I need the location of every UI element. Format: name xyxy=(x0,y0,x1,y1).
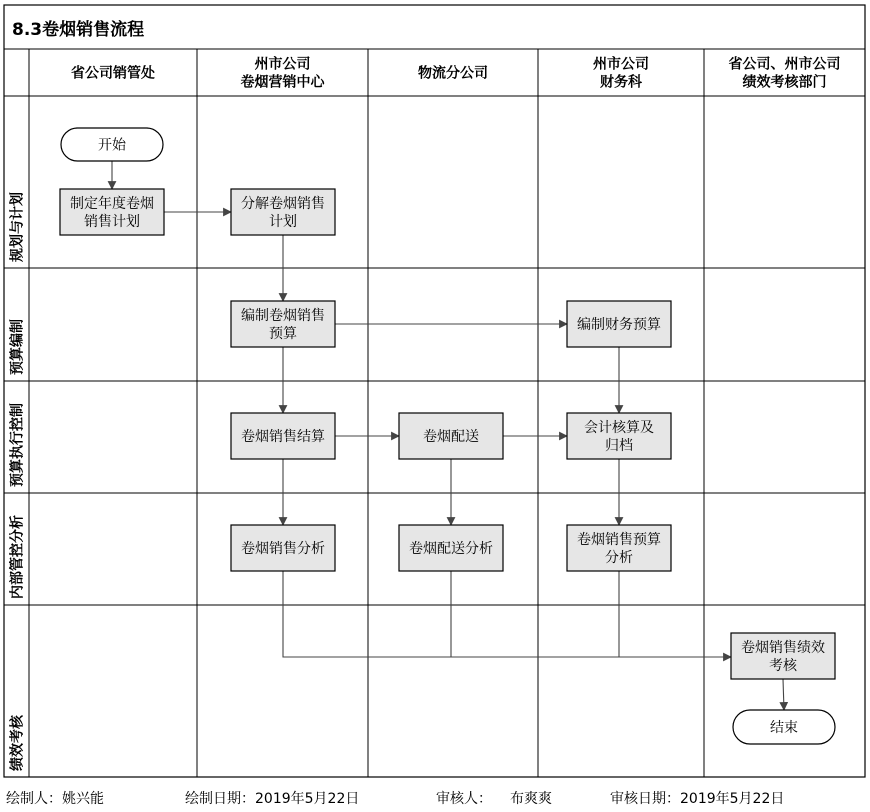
draw-date-field xyxy=(185,788,359,808)
review-date-value: 2019年5月22日 xyxy=(680,791,785,807)
review-date-label: 审核日期： xyxy=(610,791,680,807)
column-header-c2: 物流分公司 xyxy=(418,65,488,82)
node-label: 卷烟销售预算 xyxy=(577,532,661,548)
process-n3 xyxy=(231,301,335,347)
node-label: 制定年度卷烟 xyxy=(70,196,154,212)
column-headers xyxy=(71,56,841,91)
node-label: 预算 xyxy=(269,326,297,342)
node-label: 结束 xyxy=(770,720,798,736)
node-label: 会计核算及 xyxy=(584,420,654,436)
node-label: 卷烟配送分析 xyxy=(409,541,493,557)
column-header-c0: 省公司销管处 xyxy=(71,65,155,82)
lane-labels xyxy=(9,192,26,771)
column-header-c3: 州市公司 xyxy=(593,56,649,73)
node-label: 卷烟配送 xyxy=(423,429,479,445)
node-label: 分解卷烟销售 xyxy=(241,196,325,212)
node-label: 开始 xyxy=(98,137,126,154)
node-label: 卷烟销售结算 xyxy=(241,429,325,445)
author-name: 姚兴能 xyxy=(62,791,104,807)
node-label: 考核 xyxy=(769,658,797,674)
draw-date-value: 2019年5月22日 xyxy=(255,791,360,807)
node-label: 卷烟销售分析 xyxy=(241,541,325,557)
review-date-field xyxy=(610,788,784,808)
node-label: 分析 xyxy=(605,550,633,566)
node-label: 编制卷烟销售 xyxy=(241,308,325,324)
node-label: 卷烟销售绩效 xyxy=(741,640,825,656)
lane-label-l0: 规划与计划 xyxy=(9,192,26,262)
lane-label-l1: 预算编制 xyxy=(9,319,26,375)
process-n5 xyxy=(231,413,335,459)
connector-n8-n11 xyxy=(283,571,731,657)
process-n10 xyxy=(567,525,671,571)
column-header-c4: 绩效考核部门 xyxy=(742,74,827,91)
column-header-c4: 省公司、州市公司 xyxy=(728,56,841,73)
author-field xyxy=(6,788,104,808)
node-label: 编制财务预算 xyxy=(577,317,661,333)
terminal-end xyxy=(733,710,835,744)
node-label: 计划 xyxy=(269,214,297,230)
process-n11 xyxy=(731,633,835,679)
node-label: 销售计划 xyxy=(84,214,140,230)
reviewer-field xyxy=(436,788,552,808)
column-header-c1: 卷烟营销中心 xyxy=(240,74,325,91)
diagram-title: 8.3卷烟销售流程 xyxy=(12,20,145,40)
process-n7 xyxy=(567,413,671,459)
process-n6 xyxy=(399,413,503,459)
lane-label-l4: 绩效考核 xyxy=(9,715,26,771)
process-n1 xyxy=(60,189,164,235)
process-n2 xyxy=(231,189,335,235)
process-n9 xyxy=(399,525,503,571)
reviewer-label: 审核人： xyxy=(436,791,492,807)
author-label: 绘制人： xyxy=(6,791,62,807)
process-n4 xyxy=(567,301,671,347)
flow-nodes xyxy=(60,128,835,744)
node-label: 归档 xyxy=(605,438,633,454)
lane-label-l2: 预算执行控制 xyxy=(9,403,26,487)
lane-label-l3: 内部管控分析 xyxy=(9,515,26,599)
process-n8 xyxy=(231,525,335,571)
terminal-start xyxy=(61,128,163,161)
reviewer-name: 布爽爽 xyxy=(510,791,552,807)
column-header-c3: 财务科 xyxy=(600,74,642,91)
column-header-c1: 州市公司 xyxy=(254,56,311,73)
connector-n11-end xyxy=(783,679,784,710)
draw-date-label: 绘制日期： xyxy=(185,791,255,807)
